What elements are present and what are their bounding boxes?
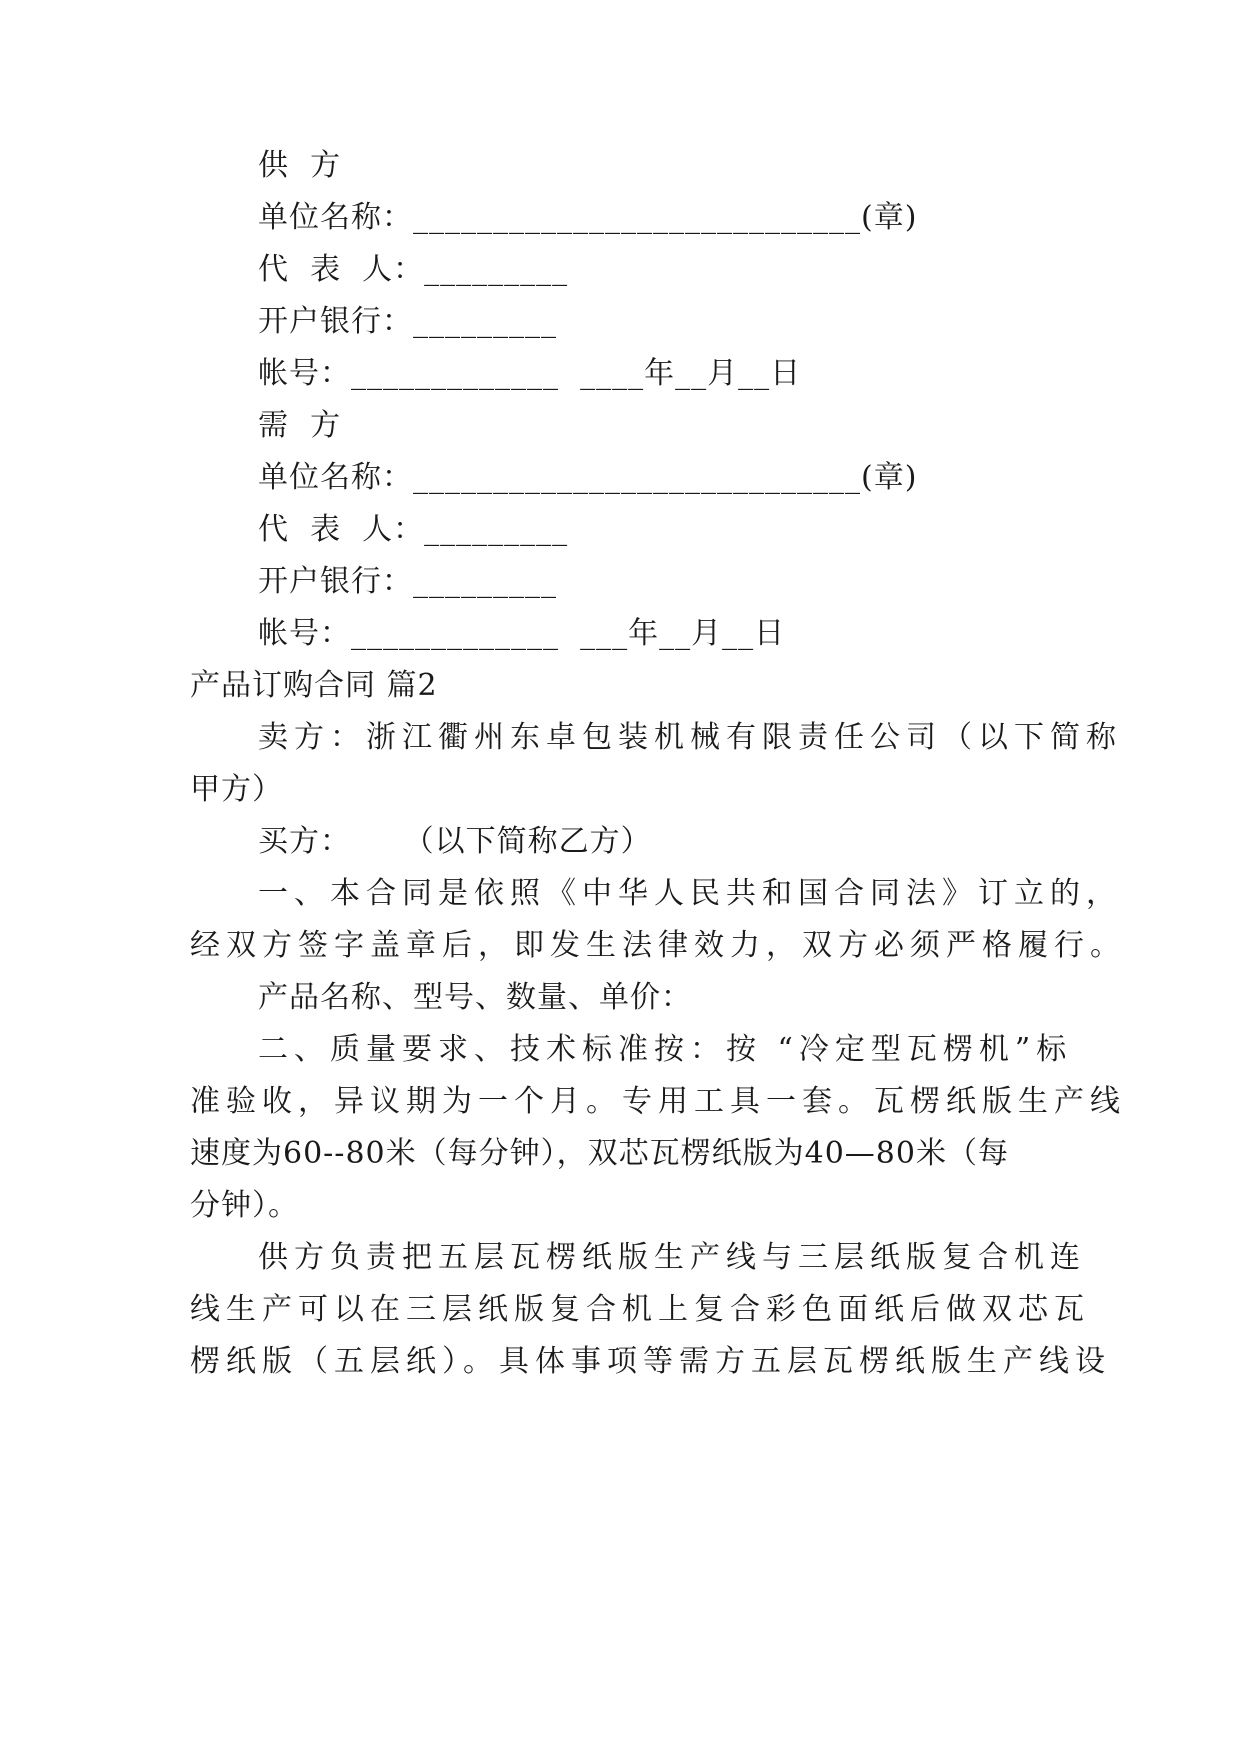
buyer-representative: 代 表 人：_________ [258, 512, 569, 547]
paragraph-line-1: 供方负责把五层瓦楞纸版生产线与三层纸版复合机连 [258, 1240, 1086, 1275]
supplier-unit-name: 单位名称：____________________________(章) [258, 200, 918, 235]
supplier-account: 帐号：_____________ ____年__月__日 [258, 356, 802, 391]
clause2-line-1: 二、质量要求、技术标准按：按 “冷定型瓦楞机”标 [258, 1032, 1073, 1067]
contract-title: 产品订购合同 篇2 [190, 668, 438, 703]
buyer-line: 买方： （以下简称乙方） [258, 824, 652, 859]
paragraph-line-2: 线生产可以在三层纸版复合机上复合彩色面纸后做双芯瓦 [190, 1292, 1090, 1327]
buyer-account: 帐号：_____________ ___年__月__日 [258, 616, 786, 651]
clause2-line-3: 速度为60--80米（每分钟），双芯瓦楞纸版为40—80米（每 [190, 1136, 1009, 1171]
supplier-representative: 代 表 人：_________ [258, 252, 569, 287]
clause1-line-2: 经双方签字盖章后，即发生法律效力，双方必须严格履行。 [190, 928, 1126, 963]
seller-line-2: 甲方） [190, 772, 283, 807]
buyer-heading: 需 方 [258, 408, 342, 443]
paragraph-line-3: 楞纸版（五层纸）。具体事项等需方五层瓦楞纸版生产线设 [190, 1344, 1111, 1379]
supplier-bank: 开户银行：_________ [258, 304, 557, 339]
supplier-heading: 供 方 [258, 148, 342, 183]
clause2-line-2: 准验收，异议期为一个月。专用工具一套。瓦楞纸版生产线 [190, 1084, 1126, 1119]
buyer-unit-name: 单位名称：____________________________(章) [258, 460, 918, 495]
product-line: 产品名称、型号、数量、单价： [258, 980, 692, 1015]
seller-line-1: 卖方：浙江衢州东卓包装机械有限责任公司（以下简称 [258, 720, 1122, 755]
clause1-line-1: 一、本合同是依照《中华人民共和国合同法》订立的， [258, 876, 1122, 911]
clause2-line-4: 分钟）。 [190, 1188, 299, 1223]
buyer-bank: 开户银行：_________ [258, 564, 557, 599]
